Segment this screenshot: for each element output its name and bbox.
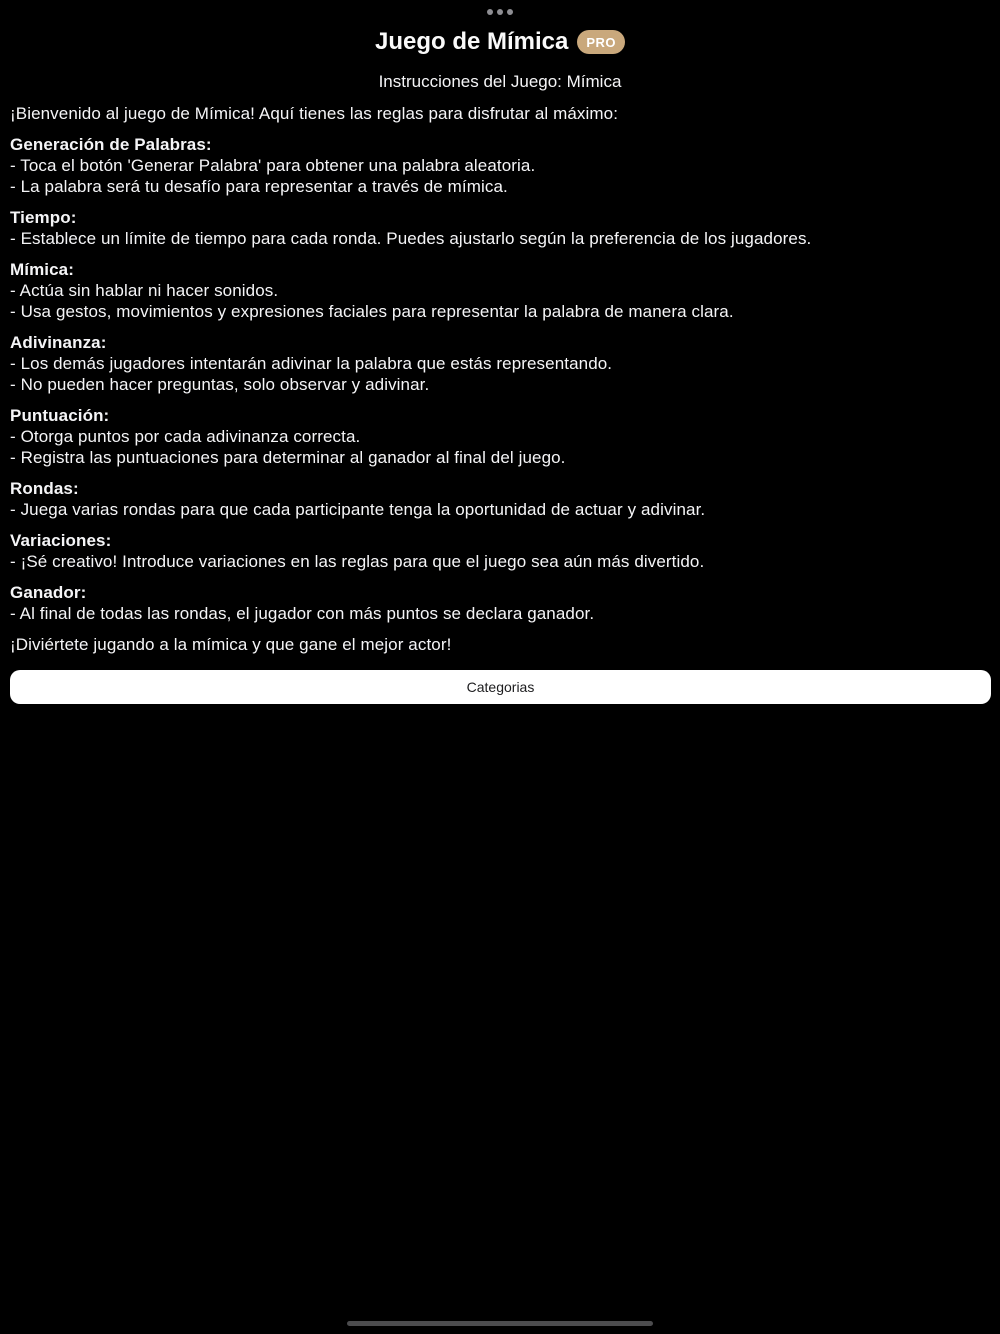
dot-icon (507, 9, 513, 15)
section-heading: Adivinanza: (10, 333, 107, 352)
instruction-line: - No pueden hacer preguntas, solo observar y adivinar. (10, 375, 430, 394)
instruction-line: - Establece un límite de tiempo para cada ronda. Puedes ajustarlo según la preferencia de los jugadores. (10, 229, 812, 248)
outro-text: ¡Diviértete jugando a la mímica y que gane el mejor actor! (10, 635, 452, 654)
instruction-line: - Otorga puntos por cada adivinanza correcta. (10, 427, 361, 446)
instruction-line: - Usa gestos, movimientos y expresiones faciales para representar la palabra de manera clara. (10, 302, 734, 321)
instruction-section (10, 405, 990, 468)
section-lines (10, 155, 990, 197)
pro-badge: PRO (577, 30, 625, 54)
instruction-section (10, 259, 990, 322)
multitasking-dots-icon[interactable] (487, 9, 513, 15)
section-lines (10, 603, 990, 624)
instruction-section (10, 530, 990, 572)
instruction-section (10, 332, 990, 395)
instruction-line: - Actúa sin hablar ni hacer sonidos. (10, 281, 279, 300)
section-heading: Puntuación: (10, 406, 110, 425)
instruction-line: - Los demás jugadores intentarán adivinar la palabra que estás representando. (10, 354, 613, 373)
section-lines (10, 228, 990, 249)
dot-icon (487, 9, 493, 15)
instruction-line: - Al final de todas las rondas, el jugador con más puntos se declara ganador. (10, 604, 595, 623)
section-lines (10, 280, 990, 322)
section-lines (10, 499, 990, 520)
section-lines (10, 353, 990, 395)
section-heading: Tiempo: (10, 208, 77, 227)
instructions-content (0, 103, 1000, 704)
section-lines (10, 426, 990, 468)
app-title-text: Juego de Mímica (374, 28, 569, 55)
instruction-line: - Juega varias rondas para que cada participante tenga la oportunidad de actuar y adivinar. (10, 500, 706, 519)
instruction-section (10, 134, 990, 197)
section-heading: Rondas: (10, 479, 79, 498)
section-heading: Variaciones: (10, 531, 112, 550)
page-title (375, 28, 625, 56)
section-heading: Mímica: (10, 260, 74, 279)
section-lines (10, 551, 990, 572)
instruction-sections (10, 134, 990, 624)
instruction-line: - ¡Sé creativo! Introduce variaciones en las reglas para que el juego sea aún más divertido. (10, 552, 705, 571)
home-indicator[interactable] (347, 1321, 653, 1326)
instruction-section (10, 582, 990, 624)
instruction-line: - Toca el botón 'Generar Palabra' para obtener una palabra aleatoria. (10, 156, 536, 175)
section-heading: Ganador: (10, 583, 87, 602)
categories-button[interactable]: Categorias (10, 670, 991, 704)
intro-text: ¡Bienvenido al juego de Mímica! Aquí tienes las reglas para disfrutar al máximo: (10, 104, 619, 123)
instruction-line: - Registra las puntuaciones para determinar al ganador al final del juego. (10, 448, 566, 467)
dot-icon (497, 9, 503, 15)
instruction-section (10, 478, 990, 520)
section-heading: Generación de Palabras: (10, 135, 212, 154)
instructions-subtitle: Instrucciones del Juego: Mímica (378, 72, 622, 91)
instruction-line: - La palabra será tu desafío para representar a través de mímica. (10, 177, 508, 196)
instruction-section (10, 207, 990, 249)
